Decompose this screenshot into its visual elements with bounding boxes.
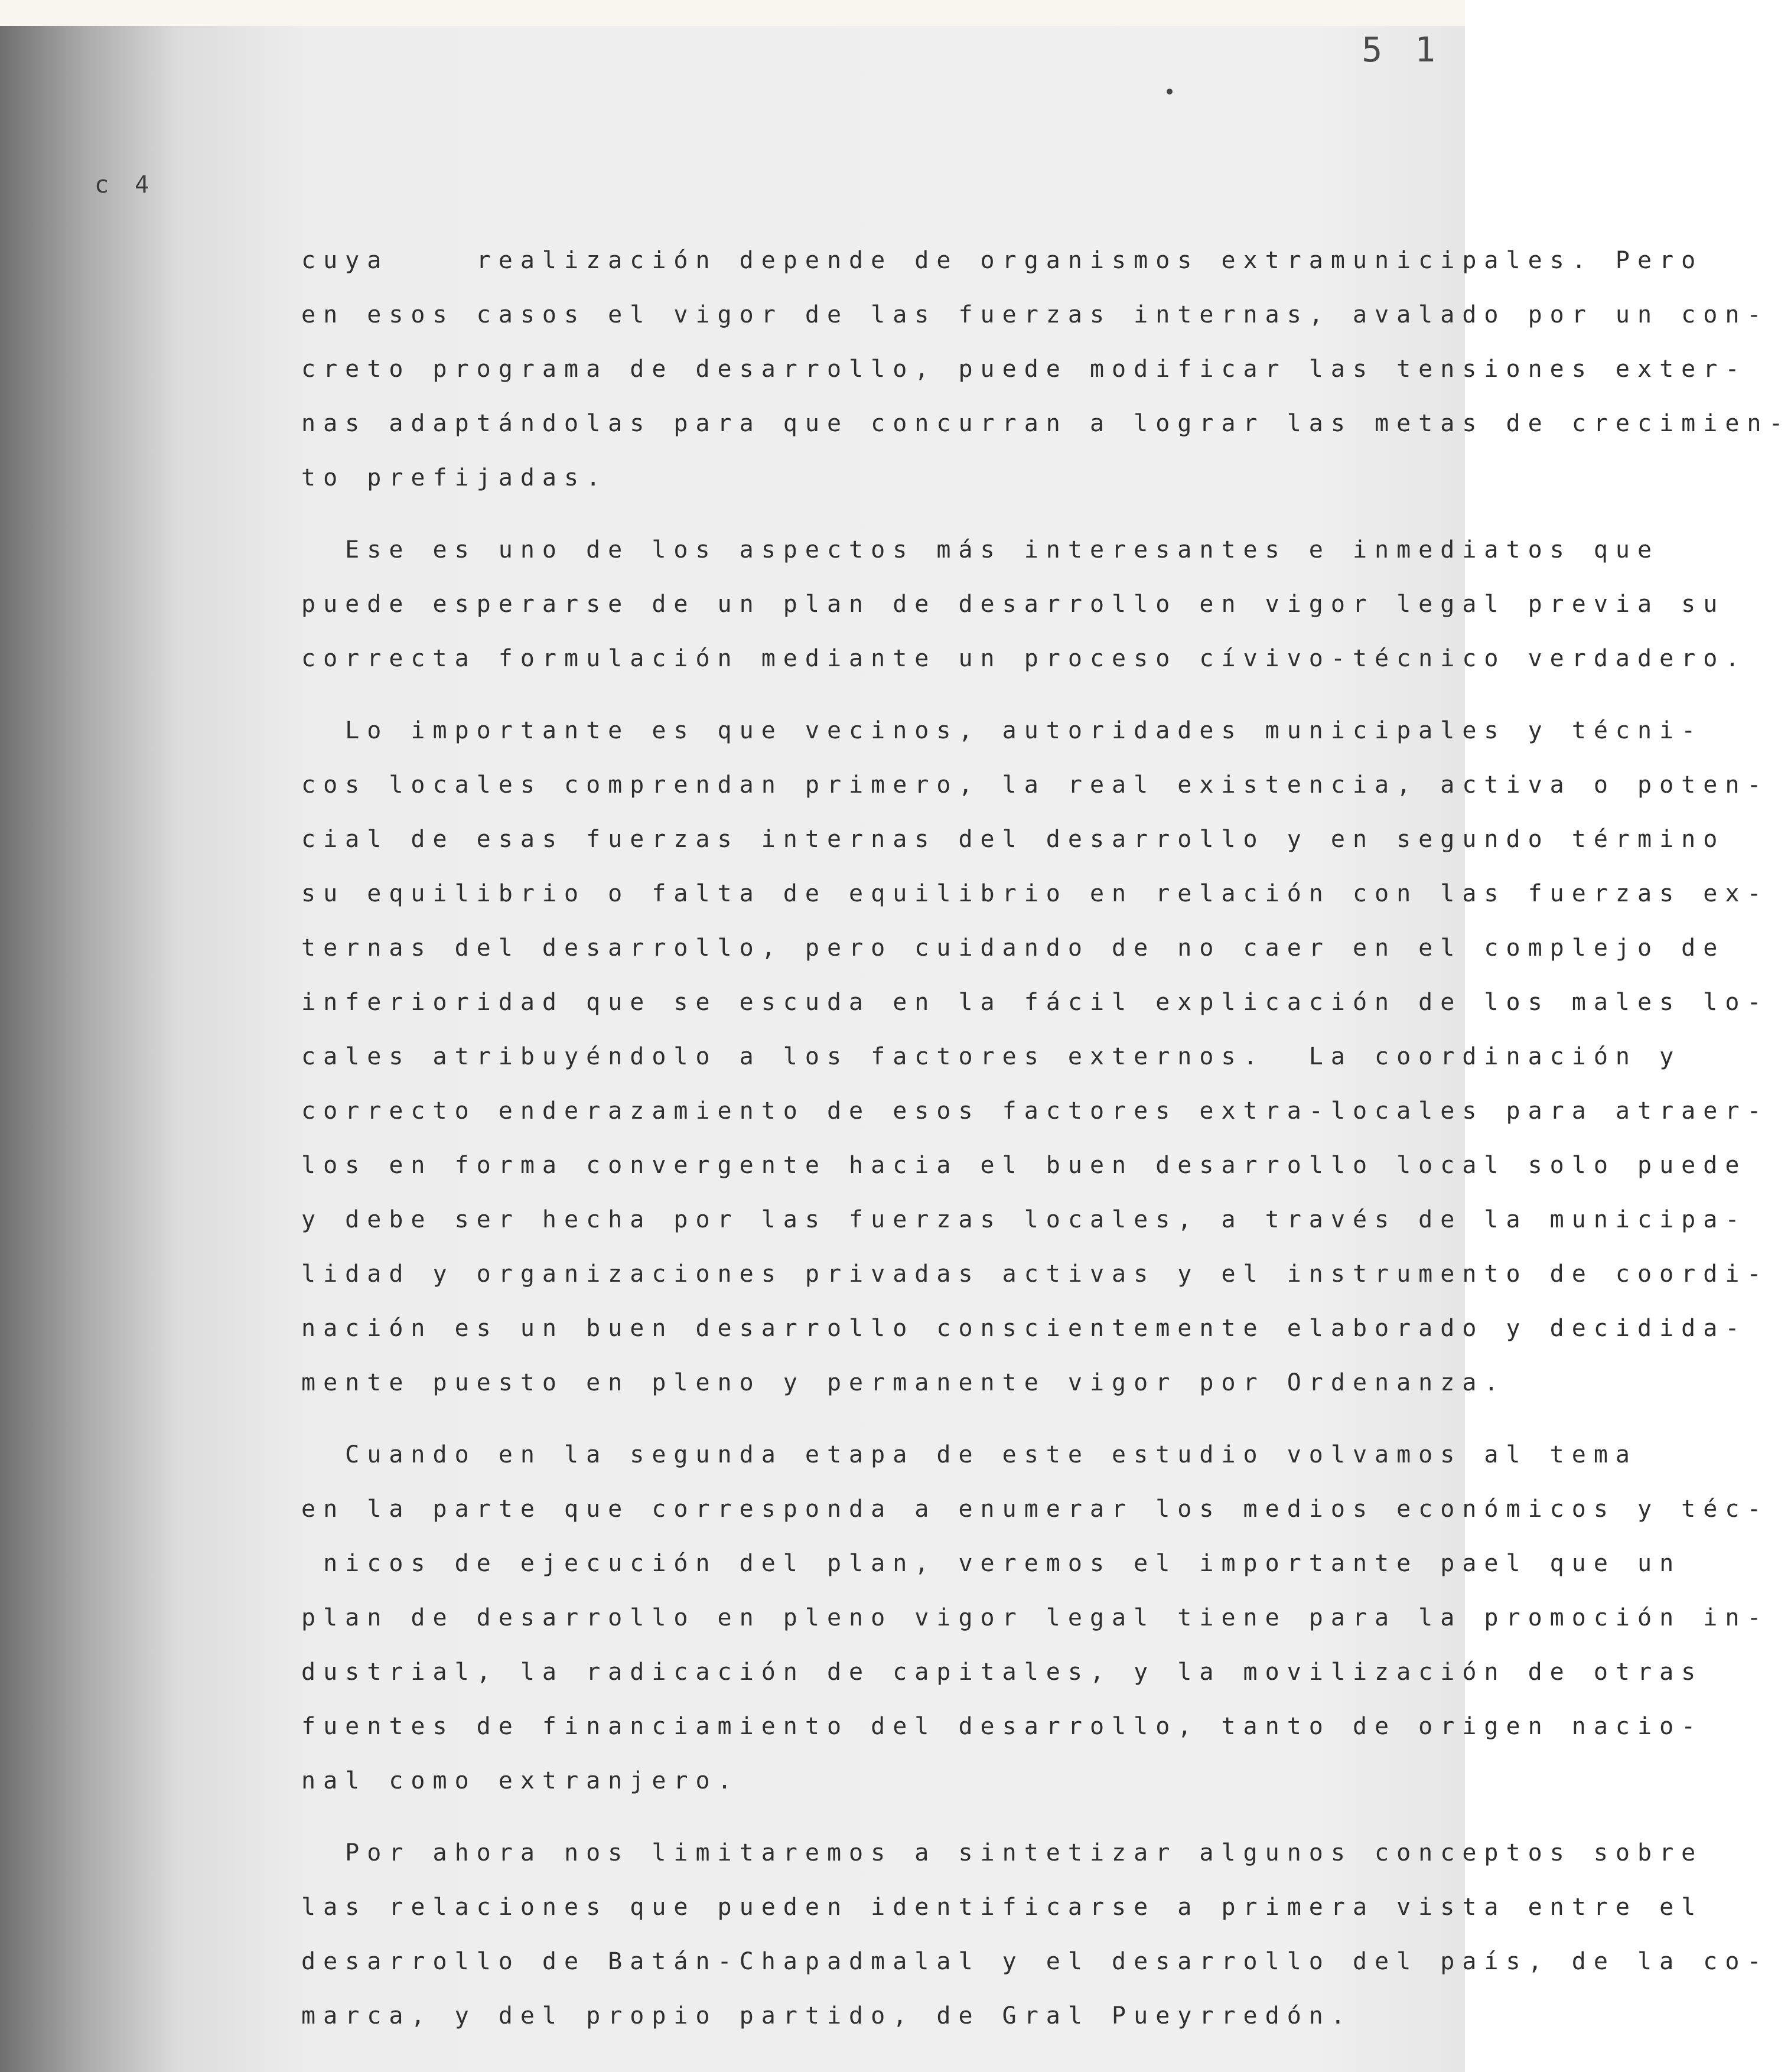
text-line: cial de esas fuerzas internas del desarrollo y en segundo término bbox=[301, 826, 1725, 853]
text-line: fuentes de financiamiento del desarrollo, tanto de origen nacio- bbox=[301, 1713, 1704, 1740]
text-line: nación es un buen desarrollo conscientemente elaborado y decidida- bbox=[301, 1315, 1747, 1342]
page-number: 5 1 bbox=[1362, 30, 1441, 70]
text-line: en esos casos el vigor de las fuerzas internas, avalado por un con- bbox=[301, 301, 1769, 328]
text-line: las relaciones que pueden identificarse a primera vista entre el bbox=[301, 1894, 1704, 1921]
margin-code: c 4 bbox=[95, 171, 155, 198]
text-line: to prefijadas. bbox=[301, 464, 608, 491]
text-line: mente puesto en pleno y permanente vigor por Ordenanza. bbox=[301, 1369, 1506, 1396]
paragraph bbox=[301, 1826, 1769, 2043]
text-line: nicos de ejecución del plan, veremos el importante pael que un bbox=[301, 1550, 1682, 1577]
text-line: cales atribuyéndolo a los factores externos. La coordinación y bbox=[301, 1043, 1682, 1070]
document-body bbox=[301, 233, 1791, 2043]
text-line: dustrial, la radicación de capitales, y la movilización de otras bbox=[301, 1659, 1704, 1686]
text-line: correcta formulación mediante un proceso cívivo-técnico verdadero. bbox=[301, 645, 1747, 672]
scan-top-edge bbox=[0, 0, 1465, 26]
text-line: Lo importante es que vecinos, autoridades municipales y técni- bbox=[301, 717, 1704, 744]
text-line: lidad y organizaciones privadas activas y el instrumento de coordi- bbox=[301, 1260, 1769, 1288]
text-line: Por ahora nos limitaremos a sintetizar algunos conceptos sobre bbox=[301, 1839, 1704, 1866]
text-line: cos locales comprendan primero, la real existencia, activa o poten- bbox=[301, 771, 1769, 799]
text-line: Cuando en la segunda etapa de este estudio volvamos al tema bbox=[301, 1441, 1638, 1468]
text-line: nal como extranjero. bbox=[301, 1767, 740, 1794]
ink-speck bbox=[1167, 89, 1173, 95]
text-line: plan de desarrollo en pleno vigor legal tiene para la promoción in- bbox=[301, 1604, 1769, 1631]
paragraph bbox=[301, 1428, 1769, 1808]
text-line: marca, y del propio partido, de Gral Pueyrredón. bbox=[301, 2002, 1353, 2029]
text-line: creto programa de desarrollo, puede modificar las tensiones exter- bbox=[301, 356, 1747, 383]
text-line: su equilibrio o falta de equilibrio en relación con las fuerzas ex- bbox=[301, 880, 1769, 907]
text-line: y debe ser hecha por las fuerzas locales, a través de la municipa- bbox=[301, 1206, 1747, 1233]
text-line: nas adaptándolas para que concurran a lograr las metas de crecimien- bbox=[301, 410, 1791, 437]
paragraph bbox=[301, 233, 1791, 505]
paragraph bbox=[301, 523, 1747, 686]
text-line: Ese es uno de los aspectos más interesantes e inmediatos que bbox=[301, 536, 1660, 563]
text-line: puede esperarse de un plan de desarrollo en vigor legal previa su bbox=[301, 591, 1725, 618]
paragraph bbox=[301, 703, 1769, 1410]
text-line: correcto enderazamiento de esos factores extra-locales para atraer- bbox=[301, 1097, 1769, 1125]
text-line: en la parte que corresponda a enumerar los medios económicos y téc- bbox=[301, 1496, 1769, 1523]
text-line: los en forma convergente hacia el buen desarrollo local solo puede bbox=[301, 1152, 1747, 1179]
text-line: inferioridad que se escuda en la fácil explicación de los males lo- bbox=[301, 989, 1769, 1016]
text-line: ternas del desarrollo, pero cuidando de no caer en el complejo de bbox=[301, 934, 1725, 962]
text-line: cuya realización depende de organismos extramunicipales. Pero bbox=[301, 247, 1704, 274]
text-line: desarrollo de Batán-Chapadmalal y el desarrollo del país, de la co- bbox=[301, 1948, 1769, 1975]
